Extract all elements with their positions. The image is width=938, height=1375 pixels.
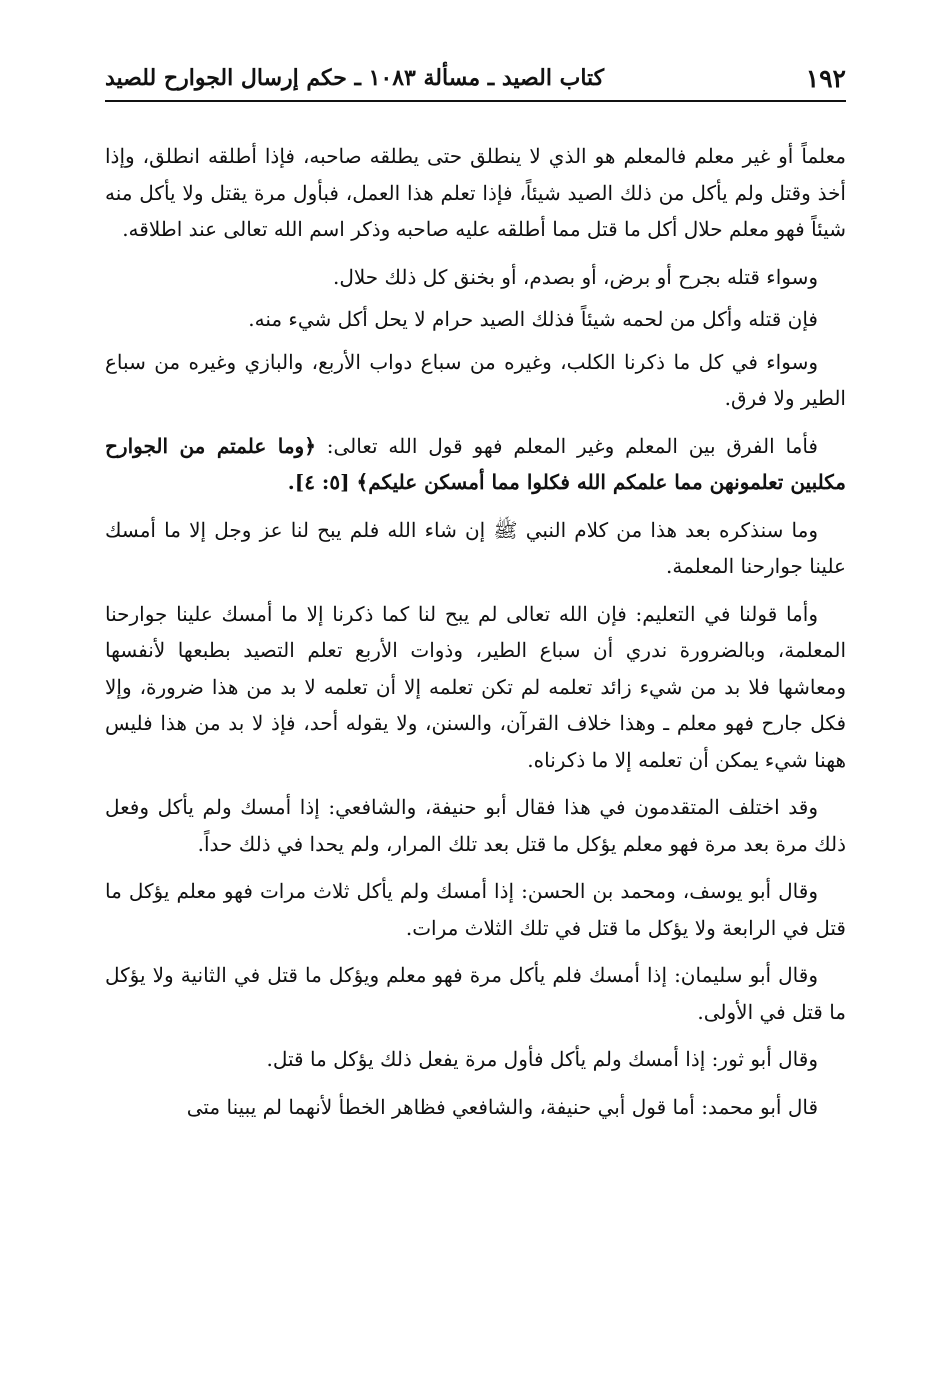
paragraph: وقال أبو سليمان: إذا أمسك فلم يأكل مرة فهو معلم ويؤكل ما قتل في الثانية ولا يؤكل ما قتل في الأولى. [105, 963, 846, 1024]
main-text [105, 138, 846, 1136]
running-title: كتاب الصيد ـ مسألة ١٠٨٣ ـ حكم إرسال الجوارح للصيد [105, 65, 605, 91]
page-header [105, 56, 846, 102]
paragraph: معلماً أو غير معلم فالمعلم هو الذي لا ينطلق حتى يطلقه صاحبه، فإذا أطلقه انطلق، وإذا أخذ وقتل ولم يأكل من ذلك الصيد شيئاً، فإذا تعلم هذا العمل، فبأول مرة يقتل ولا يأكل منه شيئاً فهو معلم حلال أكل ما قتل مما أطلقه عليه صاحبه وذكر اسم الله تعالى عند اطلاقه. [105, 144, 846, 241]
paragraph: قال أبو محمد: أما قول أبي حنيفة، والشافعي فظاهر الخطأ لأنهما لم يبينا متى [186, 1094, 818, 1119]
quran-verse: ﴿وما علمتم من الجوارح مكلبين تعلمونهن مما علمكم الله فكلوا مما أمسكن عليكم﴾ [105, 433, 846, 494]
quran-reference: [٥: ٤]. [287, 470, 357, 494]
paragraph: وسواء في كل ما ذكرنا الكلب، وغيره من سباع دواب الأربع، والبازي وغيره من سباع الطير ولا فرق. [105, 349, 846, 410]
page-number: ١٩٢ [805, 63, 846, 93]
paragraph: وقال أبو ثور: إذا أمسك ولم يأكل فأول مرة يفعل ذلك يؤكل ما قتل. [266, 1047, 818, 1071]
quran-paragraph [105, 428, 846, 501]
paragraph: وما سنذكره بعد هذا من كلام النبي ﷺ إن شاء الله فلم يبح لنا عز وجل إلا ما أمسك علينا جوارحنا المعلمة. [105, 517, 846, 578]
paragraph: وسواء قتله بجرح أو برض، أو بصدم، أو بخنق كل ذلك حلال. [332, 264, 818, 289]
paragraph: وأما قولنا في التعليم: فإن الله تعالى لم يبح لنا كما ذكرنا إلا ما أمسك علينا جوارحنا المعلمة، وبالضرورة ندري أن سباع الطير، وذوات الأربع تعلم التصيد بطبعها لأنفسها ومعاشها فلا بد من شيء زائد تعلمه لم تكن تعلمه إلا أن تعلمه لا بد من هذا ضرورة، وإلا فكل جارح فهو معلم ـ وهذا خلاف القرآن، والسنن، ولا يقوله أحد، فإذ لا بد من هذا فليس ههنا شيء يمكن أن تعلمه إلا ما ذكرناه. [105, 601, 846, 772]
quran-intro: فأما الفرق بين المعلم وغير المعلم فهو قول الله تعالى: [315, 433, 818, 458]
paragraph: وقد اختلف المتقدمون في هذا فقال أبو حنيفة، والشافعي: إذا أمسك ولم يأكل وفعل ذلك مرة بعد مرة فهو معلم يؤكل ما قتل بعد تلك المرار، ولم يحدا في ذلك حداً. [105, 795, 846, 856]
paragraph: وقال أبو يوسف، ومحمد بن الحسن: إذا أمسك ولم يأكل ثلاث مرات فهو معلم يؤكل ما قتل في الرابعة ولا يؤكل ما قتل في تلك الثلاث مرات. [105, 879, 846, 940]
paragraph: فإن قتله وأكل من لحمه شيئاً فذلك الصيد حرام لا يحل أكل شيء منه. [248, 307, 818, 331]
